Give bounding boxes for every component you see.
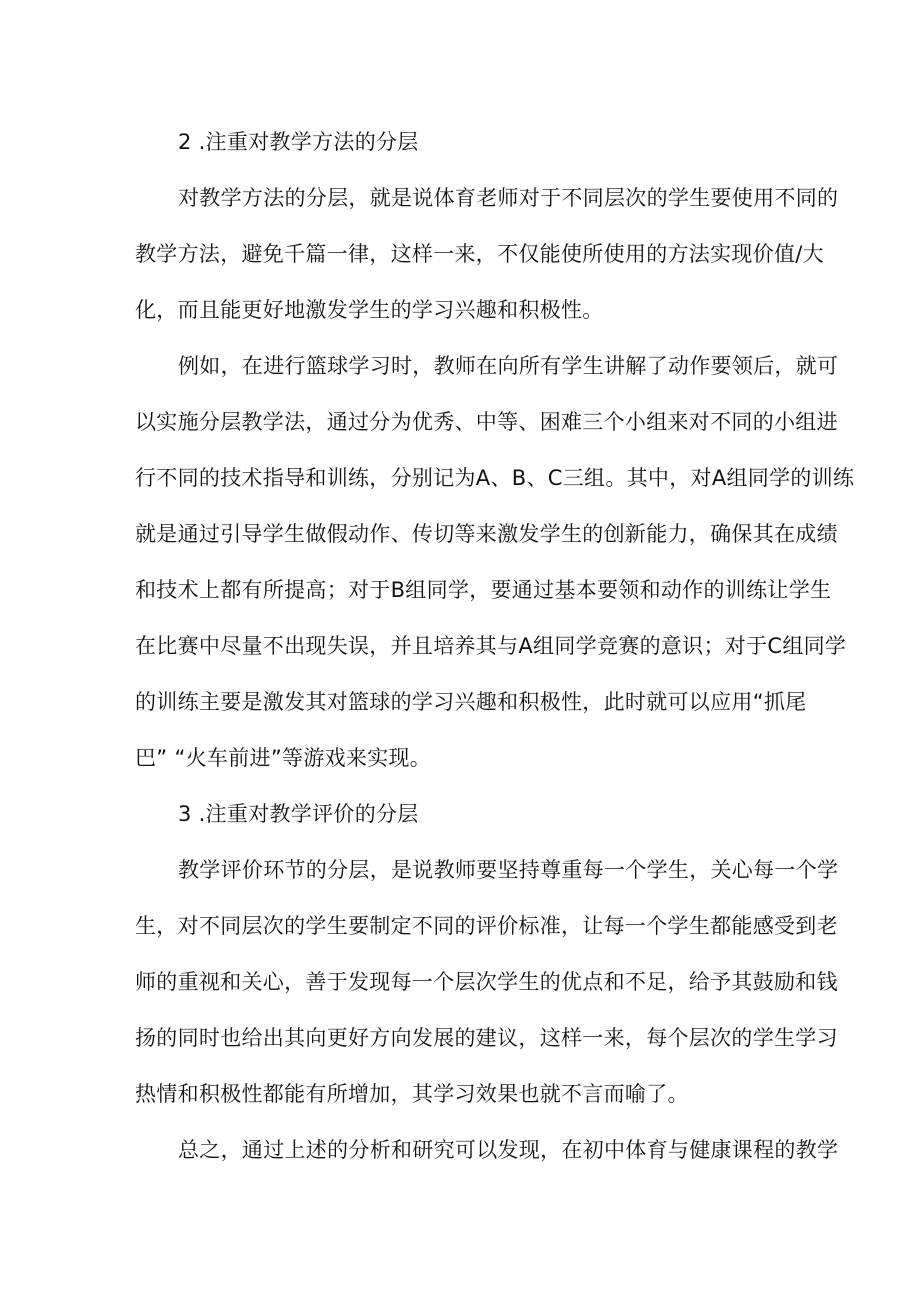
paragraph-line: 行不同的技术指导和训练，分别记为A、B、C三组。其中，对A组同学的训练 [135, 466, 855, 490]
paragraph-line: 的训练主要是激发其对篮球的学习兴趣和积极性，此时就可以应用“抓尾 [135, 690, 807, 714]
section-heading-3: 3 .注重对教学评价的分层 [178, 802, 419, 826]
paragraph-line: 化，而且能更好地激发学生的学习兴趣和积极性。 [135, 298, 604, 322]
section-heading-2: 2 .注重对教学方法的分层 [178, 130, 419, 154]
paragraph-line: 扬的同时也给出其向更好方向发展的建议，这样一来，每个层次的学生学习 [135, 1026, 838, 1050]
paragraph-line: 生，对不同层次的学生要制定不同的评价标准，让每一个学生都能感受到老 [135, 914, 838, 938]
paragraph-line: 热情和积极性都能有所增加，其学习效果也就不言而喻了。 [135, 1082, 689, 1106]
paragraph-line: 以实施分层教学法，通过分为优秀、中等、困难三个小组来对不同的小组进 [135, 410, 838, 434]
paragraph-line: 例如，在进行篮球学习时，教师在向所有学生讲解了动作要领后，就可 [178, 354, 839, 378]
paragraph-line: 在比赛中尽量不出现失误，并且培养其与A组同学竞赛的意识；对于C组同学 [135, 634, 847, 658]
paragraph-line: 对教学方法的分层，就是说体育老师对于不同层次的学生要使用不同的 [178, 186, 839, 210]
paragraph-line: 就是通过引导学生做假动作、传切等来激发学生的创新能力，确保其在成绩 [135, 522, 838, 546]
paragraph-line: 教学方法，避免千篇一律，这样一来，不仅能使所使用的方法实现价值/大 [135, 242, 824, 266]
paragraph-line: 教学评价环节的分层，是说教师要坚持尊重每一个学生，关心每一个学 [178, 858, 839, 882]
paragraph-line: 和技术上都有所提高；对于B组同学，要通过基本要领和动作的训练让学生 [135, 578, 832, 602]
paragraph-line: 巴” “火车前进”等游戏来实现。 [135, 746, 432, 770]
paragraph-line: 师的重视和关心，善于发现每一个层次学生的优点和不足，给予其鼓励和钱 [135, 970, 838, 994]
paragraph-line: 总之，通过上述的分析和研究可以发现，在初中体育与健康课程的教学 [178, 1138, 839, 1162]
